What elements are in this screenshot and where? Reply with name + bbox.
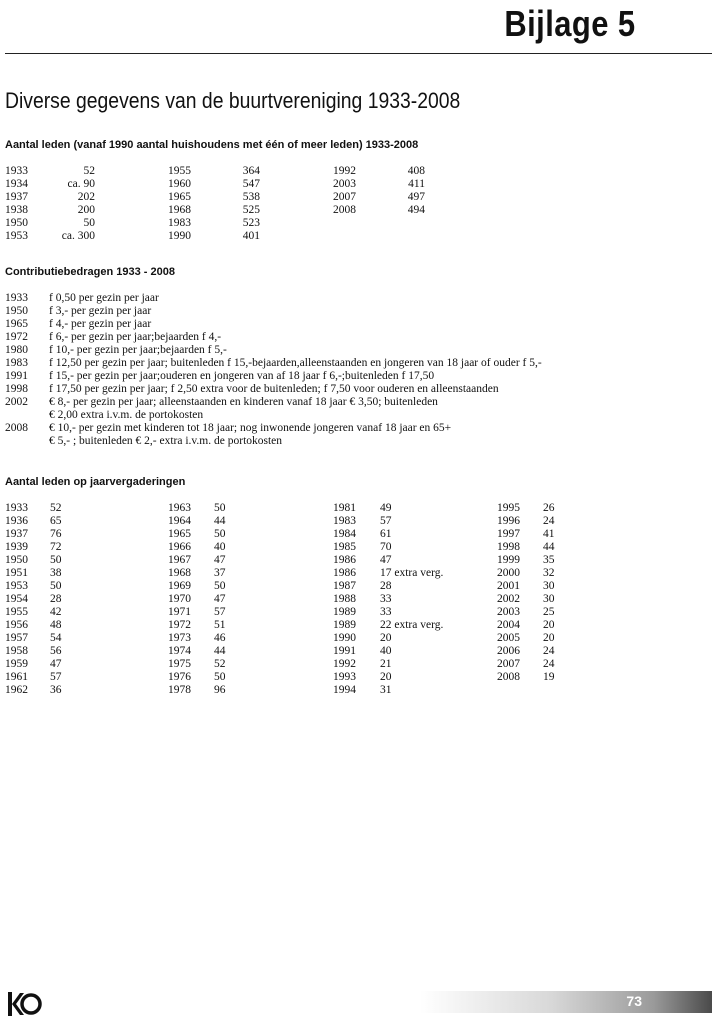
meeting-year: 1962 xyxy=(5,684,28,696)
members-year: 1965 xyxy=(168,191,191,203)
meeting-attendance: 47 xyxy=(50,658,62,670)
meeting-year: 1984 xyxy=(333,528,356,540)
members-count: 401 xyxy=(242,230,260,242)
meeting-attendance: 51 xyxy=(214,619,226,631)
contribution-year: 1980 xyxy=(5,344,28,356)
members-count: 411 xyxy=(408,178,425,190)
meeting-year: 2005 xyxy=(497,632,520,644)
meeting-year: 1975 xyxy=(168,658,191,670)
meeting-year: 1956 xyxy=(5,619,28,631)
meeting-year: 1976 xyxy=(168,671,191,683)
ko-logo-icon xyxy=(6,989,42,1019)
members-year: 1990 xyxy=(168,230,191,242)
contribution-text: € 2,00 extra i.v.m. de portokosten xyxy=(49,409,204,421)
meeting-year: 1987 xyxy=(333,580,356,592)
meeting-attendance: 57 xyxy=(214,606,226,618)
contribution-row xyxy=(5,318,542,331)
members-count: 200 xyxy=(77,204,95,216)
appendix-label: Bijlage 5 xyxy=(504,3,636,44)
meeting-attendance: 50 xyxy=(214,502,226,514)
meeting-attendance: 17 extra verg. xyxy=(380,567,444,579)
meeting-attendance: 44 xyxy=(543,541,555,553)
contribution-text: € 10,- per gezin met kinderen tot 18 jaar; nog inwonende jongeren vanaf 18 jaar en 65+ xyxy=(49,422,452,434)
meeting-year: 1973 xyxy=(168,632,191,644)
members-year: 1953 xyxy=(5,230,28,242)
meeting-attendance: 33 xyxy=(380,606,392,618)
contribution-year: 1998 xyxy=(5,383,28,395)
meeting-attendance: 57 xyxy=(50,671,62,683)
contribution-year: 1991 xyxy=(5,370,28,382)
contribution-row xyxy=(5,370,542,383)
meeting-year: 1967 xyxy=(168,554,191,566)
meeting-year: 1986 xyxy=(333,567,356,579)
members-count: 52 xyxy=(83,165,95,177)
meeting-year: 1951 xyxy=(5,567,28,579)
meeting-year: 1953 xyxy=(5,580,28,592)
meeting-attendance: 57 xyxy=(380,515,392,527)
meeting-year: 1971 xyxy=(168,606,191,618)
members-count: 538 xyxy=(242,191,260,203)
meeting-attendance: 46 xyxy=(214,632,226,644)
meeting-attendance: 44 xyxy=(214,515,226,527)
meeting-attendance: 25 xyxy=(543,606,555,618)
meeting-attendance: 35 xyxy=(543,554,555,566)
meeting-attendance: 20 xyxy=(543,619,555,631)
meeting-attendance: 26 xyxy=(543,502,555,514)
members-count: 50 xyxy=(83,217,95,229)
contribution-text: f 6,- per gezin per jaar;bejaarden f 4,- xyxy=(49,331,222,343)
meeting-year: 1970 xyxy=(168,593,191,605)
footer-band xyxy=(420,991,712,1013)
meeting-year: 1936 xyxy=(5,515,28,527)
meeting-attendance: 20 xyxy=(380,632,392,644)
contribution-text: f 3,- per gezin per jaar xyxy=(49,305,152,317)
meeting-year: 1955 xyxy=(5,606,28,618)
meeting-year: 1974 xyxy=(168,645,191,657)
contribution-row xyxy=(5,435,542,448)
meeting-attendance: 50 xyxy=(50,554,62,566)
meeting-year: 1991 xyxy=(333,645,356,657)
meeting-attendance: 40 xyxy=(214,541,226,553)
meeting-attendance: 49 xyxy=(380,502,392,514)
contribution-row xyxy=(5,344,542,357)
contribution-row xyxy=(5,383,542,396)
meeting-attendance: 72 xyxy=(50,541,62,553)
meeting-attendance: 52 xyxy=(214,658,226,670)
members-year: 2008 xyxy=(333,204,356,216)
meeting-attendance: 33 xyxy=(380,593,392,605)
contribution-text: f 0,50 per gezin per jaar xyxy=(49,292,159,304)
meeting-attendance: 32 xyxy=(543,567,555,579)
meeting-year: 1988 xyxy=(333,593,356,605)
meeting-year: 1990 xyxy=(333,632,356,644)
meeting-attendance: 56 xyxy=(50,645,62,657)
meeting-year: 2003 xyxy=(497,606,520,618)
meeting-year: 2006 xyxy=(497,645,520,657)
meeting-year: 1997 xyxy=(497,528,520,540)
contribution-year: 1965 xyxy=(5,318,28,330)
meeting-attendance: 24 xyxy=(543,515,555,527)
meeting-year: 1999 xyxy=(497,554,520,566)
meeting-year: 1966 xyxy=(168,541,191,553)
meeting-year: 1978 xyxy=(168,684,191,696)
meeting-attendance: 47 xyxy=(214,593,226,605)
meeting-year: 1950 xyxy=(5,554,28,566)
contribution-year: 2002 xyxy=(5,396,28,408)
meeting-year: 2001 xyxy=(497,580,520,592)
members-count: ca. 300 xyxy=(61,230,95,242)
members-year: 1950 xyxy=(5,217,28,229)
meeting-year: 1968 xyxy=(168,567,191,579)
members-year: 2007 xyxy=(333,191,356,203)
meeting-year: 2007 xyxy=(497,658,520,670)
contribution-row xyxy=(5,396,542,409)
meeting-attendance: 52 xyxy=(50,502,62,514)
contribution-row xyxy=(5,305,542,318)
members-count: 408 xyxy=(407,165,425,177)
contribution-row xyxy=(5,357,542,370)
meeting-year: 1983 xyxy=(333,515,356,527)
meeting-year: 1954 xyxy=(5,593,28,605)
meeting-attendance: 28 xyxy=(380,580,392,592)
meeting-attendance: 50 xyxy=(214,580,226,592)
meeting-attendance: 54 xyxy=(50,632,62,644)
meeting-attendance: 21 xyxy=(380,658,392,670)
members-count: 494 xyxy=(407,204,425,216)
meeting-attendance: 20 xyxy=(543,632,555,644)
contributions-heading: Contributiebedragen 1933 - 2008 xyxy=(5,266,175,278)
meeting-attendance: 42 xyxy=(50,606,62,618)
meeting-attendance: 65 xyxy=(50,515,62,527)
meeting-attendance: 24 xyxy=(543,645,555,657)
meeting-year: 1994 xyxy=(333,684,356,696)
meeting-attendance: 76 xyxy=(50,528,62,540)
contribution-text: f 12,50 per gezin per jaar; buitenleden f 15,-bejaarden,alleenstaanden en jongeren van 18 jaar of ouder f 5,- xyxy=(49,357,542,369)
members-year: 1968 xyxy=(168,204,191,216)
contribution-text: € 5,- ; buitenleden € 2,- extra i.v.m. de portokosten xyxy=(49,435,283,447)
meeting-year: 1986 xyxy=(333,554,356,566)
meeting-year: 1937 xyxy=(5,528,28,540)
members-heading: Aantal leden (vanaf 1990 aantal huishoudens met één of meer leden) 1933-2008 xyxy=(5,139,419,151)
members-year: 1983 xyxy=(168,217,191,229)
members-year: 1955 xyxy=(168,165,191,177)
contribution-row xyxy=(5,331,542,344)
contribution-year xyxy=(5,435,49,448)
meeting-attendance: 20 xyxy=(380,671,392,683)
members-count: 523 xyxy=(242,217,260,229)
header-rule xyxy=(5,53,712,54)
contribution-text: f 17,50 per gezin per jaar; f 2,50 extra voor de buitenleden; f 7,50 voor ouderen en alleenstaanden xyxy=(49,383,499,395)
members-count: 497 xyxy=(407,191,425,203)
meeting-year: 1981 xyxy=(333,502,356,514)
meeting-attendance: 41 xyxy=(543,528,555,540)
page-number: 73 xyxy=(626,993,642,1009)
meeting-attendance: 38 xyxy=(50,567,62,579)
members-year: 2003 xyxy=(333,178,356,190)
meeting-attendance: 24 xyxy=(543,658,555,670)
contribution-row xyxy=(5,422,542,435)
contribution-year: 1983 xyxy=(5,357,28,369)
contribution-year: 1950 xyxy=(5,305,28,317)
members-count: 364 xyxy=(242,165,260,177)
meeting-attendance: 50 xyxy=(214,671,226,683)
members-count: 547 xyxy=(242,178,260,190)
contributions-list xyxy=(5,292,542,448)
meeting-attendance: 36 xyxy=(50,684,62,696)
meeting-year: 1985 xyxy=(333,541,356,553)
meeting-attendance: 44 xyxy=(214,645,226,657)
meeting-year: 1964 xyxy=(168,515,191,527)
members-count: ca. 90 xyxy=(67,178,95,190)
contribution-text: f 15,- per gezin per jaar;ouderen en jongeren van af 18 jaar f 6,-;buitenleden f 17,50 xyxy=(49,370,435,382)
meeting-year: 1961 xyxy=(5,671,28,683)
meeting-attendance: 47 xyxy=(380,554,392,566)
contribution-row xyxy=(5,409,542,422)
meeting-year: 1969 xyxy=(168,580,191,592)
members-year: 1960 xyxy=(168,178,191,190)
members-year: 1934 xyxy=(5,178,28,190)
meeting-attendance: 19 xyxy=(543,671,555,683)
meeting-attendance: 61 xyxy=(380,528,392,540)
meeting-year: 2002 xyxy=(497,593,520,605)
meeting-year: 2000 xyxy=(497,567,520,579)
contribution-text: f 10,- per gezin per jaar;bejaarden f 5,- xyxy=(49,344,227,356)
meeting-attendance: 70 xyxy=(380,541,392,553)
members-year: 1933 xyxy=(5,165,28,177)
meeting-attendance: 50 xyxy=(214,528,226,540)
meeting-year: 1963 xyxy=(168,502,191,514)
contribution-row xyxy=(5,292,542,305)
meeting-attendance: 30 xyxy=(543,580,555,592)
members-year: 1938 xyxy=(5,204,28,216)
meeting-attendance: 30 xyxy=(543,593,555,605)
contribution-text: € 8,- per gezin per jaar; alleenstaanden en kinderen vanaf 18 jaar € 3,50; buitenleden xyxy=(49,396,438,408)
members-year: 1992 xyxy=(333,165,356,177)
meeting-year: 1993 xyxy=(333,671,356,683)
meeting-attendance: 50 xyxy=(50,580,62,592)
meeting-attendance: 40 xyxy=(380,645,392,657)
contribution-year: 2008 xyxy=(5,422,28,434)
members-year: 1937 xyxy=(5,191,28,203)
meeting-year: 1972 xyxy=(168,619,191,631)
meeting-attendance: 47 xyxy=(214,554,226,566)
contribution-text: f 4,- per gezin per jaar xyxy=(49,318,152,330)
meeting-attendance: 28 xyxy=(50,593,62,605)
meeting-attendance: 37 xyxy=(214,567,226,579)
meeting-year: 1959 xyxy=(5,658,28,670)
members-count: 525 xyxy=(242,204,260,216)
contribution-year: 1972 xyxy=(5,331,28,343)
meeting-attendance: 22 extra verg. xyxy=(380,619,444,631)
meeting-year: 1958 xyxy=(5,645,28,657)
meeting-year: 1995 xyxy=(497,502,520,514)
meeting-year: 2004 xyxy=(497,619,520,631)
page-title: Diverse gegevens van de buurtvereniging 1933-2008 xyxy=(5,88,461,113)
meeting-year: 1933 xyxy=(5,502,28,514)
meeting-attendance: 96 xyxy=(214,684,226,696)
meeting-year: 1965 xyxy=(168,528,191,540)
contribution-year: 1933 xyxy=(5,292,28,304)
meeting-year: 1957 xyxy=(5,632,28,644)
meeting-attendance: 48 xyxy=(50,619,62,631)
contribution-year xyxy=(5,409,49,422)
meeting-year: 1992 xyxy=(333,658,356,670)
meeting-attendance: 31 xyxy=(380,684,392,696)
meeting-year: 1996 xyxy=(497,515,520,527)
meeting-year: 1989 xyxy=(333,619,356,631)
meeting-year: 1939 xyxy=(5,541,28,553)
meeting-year: 1989 xyxy=(333,606,356,618)
meetings-heading: Aantal leden op jaarvergaderingen xyxy=(5,476,186,488)
meeting-year: 1998 xyxy=(497,541,520,553)
members-count: 202 xyxy=(77,191,95,203)
meeting-year: 2008 xyxy=(497,671,520,683)
